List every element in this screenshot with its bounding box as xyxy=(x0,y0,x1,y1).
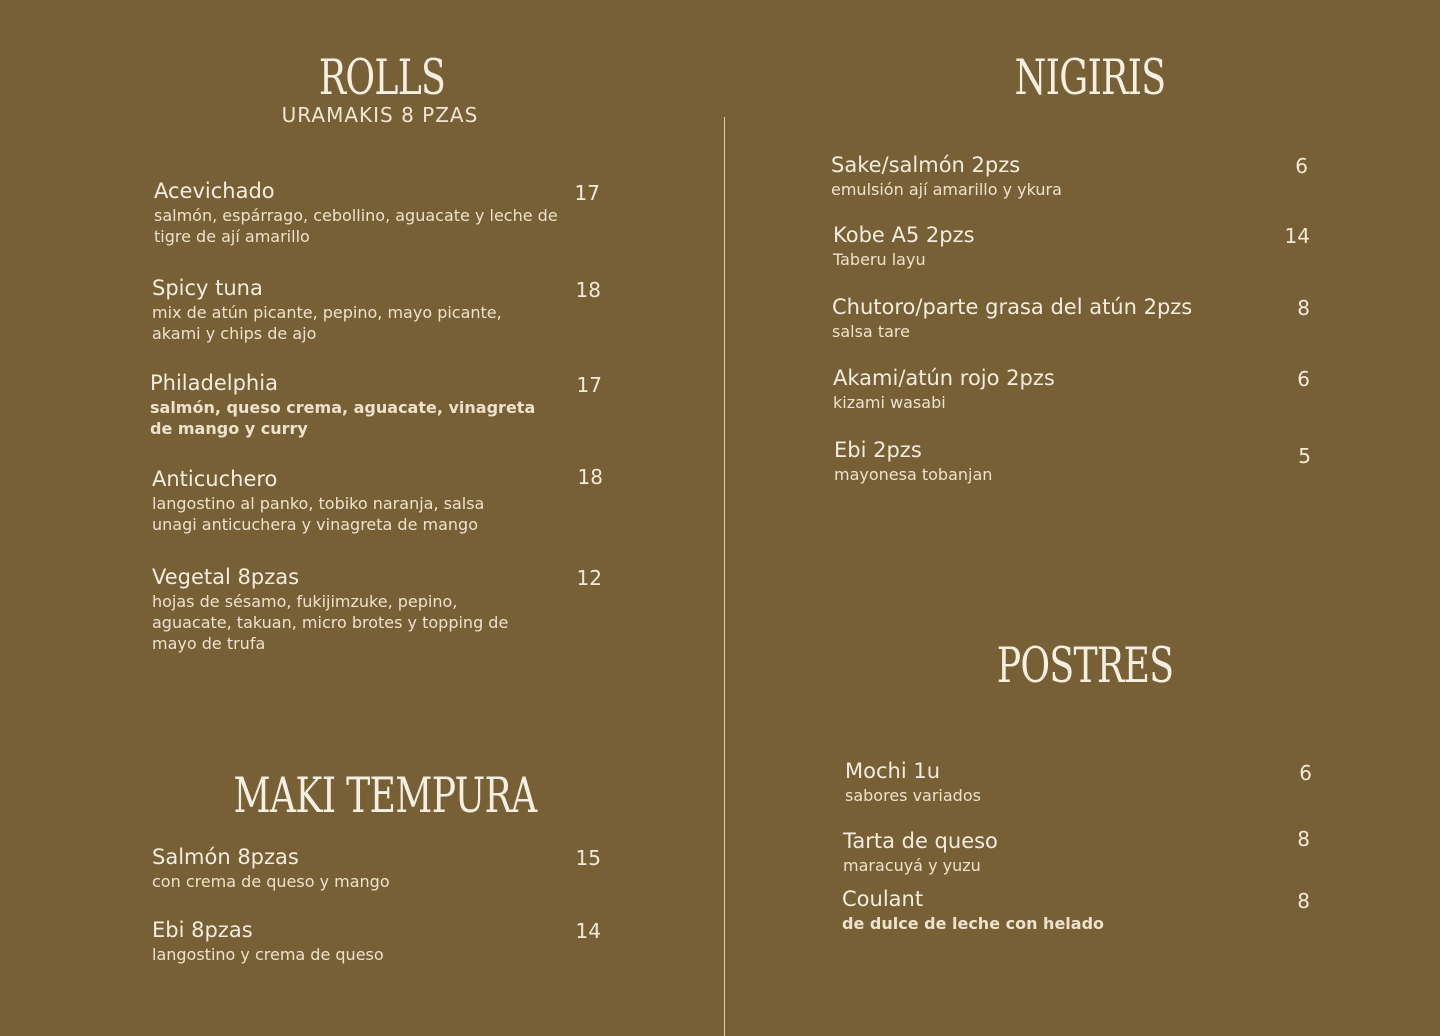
item-price: 14 xyxy=(1284,224,1310,248)
item-description: Taberu layu xyxy=(833,250,926,270)
item-name: Ebi 2pzs xyxy=(834,438,922,462)
item-description: sabores variados xyxy=(845,786,981,806)
postres-item-coulant xyxy=(842,888,1222,934)
item-price: 18 xyxy=(575,278,601,302)
item-price: 12 xyxy=(576,566,602,590)
item-name: Spicy tuna xyxy=(152,276,263,300)
item-description: mayonesa tobanjan xyxy=(834,465,993,485)
postres-item-tarta-de-queso xyxy=(843,830,1203,876)
rolls-subtitle: URAMAKIS 8 PZAS xyxy=(281,103,479,127)
item-price: 5 xyxy=(1298,444,1311,468)
item-price: 8 xyxy=(1297,296,1310,320)
item-price: 15 xyxy=(575,846,601,870)
item-price: 6 xyxy=(1295,154,1308,178)
item-name: Coulant xyxy=(842,887,924,911)
item-name: Sake/salmón 2pzs xyxy=(831,153,1021,177)
item-name: Acevichado xyxy=(154,179,275,203)
item-description: emulsión ají amarillo y ykura xyxy=(831,180,1062,200)
item-price: 8 xyxy=(1297,889,1310,913)
item-name: Mochi 1u xyxy=(845,759,941,783)
item-name: Vegetal 8pzas xyxy=(152,565,300,589)
nigiris-item-kobe xyxy=(833,224,1233,270)
rolls-item-vegetal xyxy=(152,566,522,654)
maki-item-ebi xyxy=(152,919,512,965)
rolls-item-anticuchero xyxy=(152,468,512,535)
center-divider xyxy=(724,117,725,1036)
item-price: 8 xyxy=(1297,827,1310,851)
rolls-item-acevichado xyxy=(154,180,564,247)
item-name: Chutoro/parte grasa del atún 2pzs xyxy=(832,295,1193,319)
item-price: 17 xyxy=(574,181,600,205)
item-name: Kobe A5 2pzs xyxy=(833,223,975,247)
rolls-item-spicy-tuna xyxy=(152,277,512,344)
nigiris-item-ebi xyxy=(834,439,1234,485)
nigiris-item-akami xyxy=(833,367,1233,413)
item-name: Philadelphia xyxy=(150,371,278,395)
item-name: Salmón 8pzas xyxy=(152,845,299,869)
item-description: mix de atún picante, pepino, mayo picante, akami y chips de ajo xyxy=(152,303,502,344)
item-name: Tarta de queso xyxy=(843,829,998,853)
item-description: con crema de queso y mango xyxy=(152,872,390,892)
item-description: langostino y crema de queso xyxy=(152,945,384,965)
item-price: 18 xyxy=(577,465,603,489)
item-description: langostino al panko, tobiko naranja, salsa unagi anticuchera y vinagreta de mango xyxy=(152,494,485,535)
item-price: 14 xyxy=(575,919,601,943)
item-description: salmón, espárrago, cebollino, aguacate y leche de tigre de ají amarillo xyxy=(154,206,558,247)
item-description: de dulce de leche con helado xyxy=(842,914,1105,934)
rolls-title: ROLLS xyxy=(318,49,446,106)
item-name: Ebi 8pzas xyxy=(152,918,253,942)
item-description: salmón, queso crema, aguacate, vinagreta de mango y curry xyxy=(150,398,536,439)
rolls-item-philadelphia xyxy=(150,372,540,439)
maki-tempura-title: MAKI TEMPURA xyxy=(233,767,537,824)
item-price: 6 xyxy=(1297,367,1310,391)
item-price: 17 xyxy=(576,373,602,397)
item-description: kizami wasabi xyxy=(833,393,946,413)
item-name: Akami/atún rojo 2pzs xyxy=(833,366,1055,390)
nigiris-item-sake xyxy=(831,154,1231,200)
maki-item-salmon xyxy=(152,846,512,892)
item-name: Anticuchero xyxy=(152,467,278,491)
item-description: maracuyá y yuzu xyxy=(843,856,981,876)
postres-item-mochi xyxy=(845,760,1205,806)
item-price: 6 xyxy=(1299,761,1312,785)
nigiris-item-chutoro xyxy=(832,296,1252,342)
nigiris-title: NIGIRIS xyxy=(1014,49,1166,106)
item-description: salsa tare xyxy=(832,322,910,342)
item-description: hojas de sésamo, fukijimzuke, pepino, aguacate, takuan, micro brotes y topping de mayo de trufa xyxy=(152,592,509,654)
postres-title: POSTRES xyxy=(996,637,1174,694)
